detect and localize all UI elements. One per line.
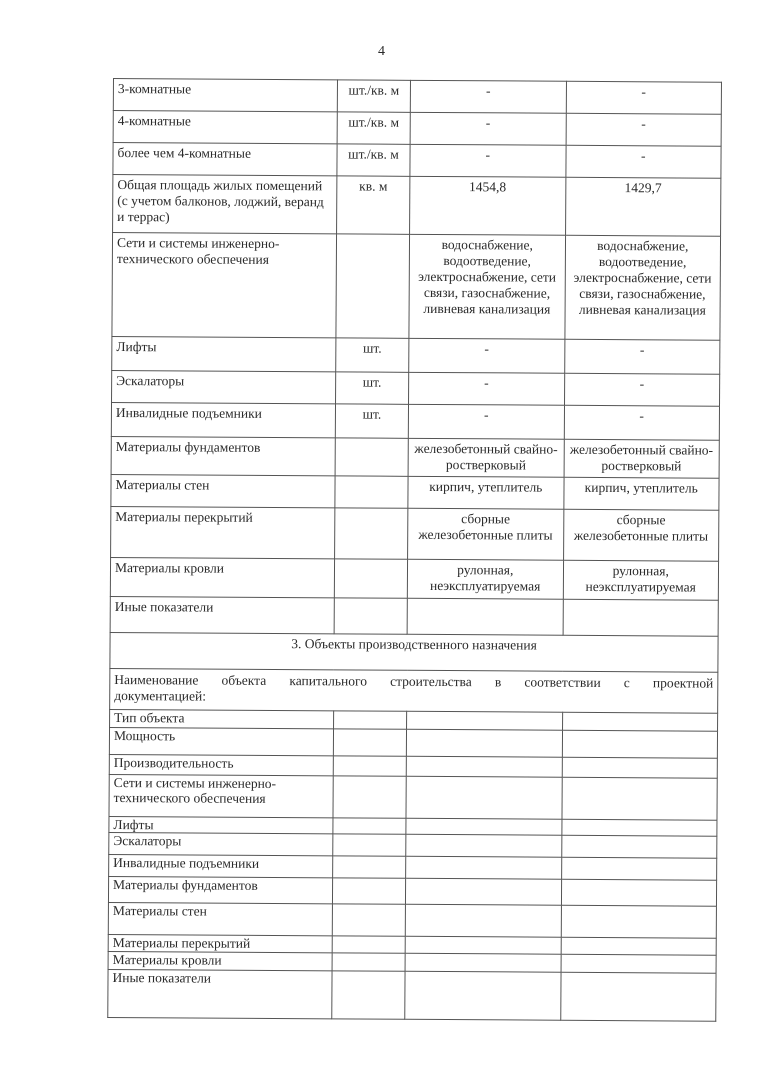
unit-cell xyxy=(335,438,408,476)
indicator-name: Лифты xyxy=(112,336,336,371)
indicator-name: 3-комнатные xyxy=(113,79,337,112)
empty-value-cell-1 xyxy=(332,878,405,904)
table-row xyxy=(111,506,719,561)
indicator-name: Материалы стен xyxy=(108,902,332,935)
value-cell-1: - xyxy=(409,338,565,373)
industrial-section xyxy=(110,632,718,713)
indicator-name: Эскалаторы xyxy=(109,832,333,855)
table-row xyxy=(108,876,716,906)
unit-cell: шт./кв. м xyxy=(337,112,410,144)
technical-indicators-table xyxy=(107,78,722,1022)
empty-value-cell-1 xyxy=(333,776,406,818)
value-cell-1: - xyxy=(408,404,564,439)
value-cell-2: - xyxy=(565,145,721,178)
table-row xyxy=(112,233,721,341)
unit-cell: шт. xyxy=(336,338,409,372)
value-cell-2: сборные железобетонные плиты xyxy=(563,509,719,561)
value-cell-1: 1454,8 xyxy=(410,176,566,235)
table-row xyxy=(113,175,721,237)
empty-value-cell-3 xyxy=(561,905,717,938)
empty-value-cell-1 xyxy=(332,936,405,953)
unit-cell: шт. xyxy=(335,372,408,404)
value-cell-2: - xyxy=(564,373,720,406)
empty-value-cell-2 xyxy=(406,756,562,777)
object-name-row xyxy=(110,668,718,713)
indicator-name: Материалы перекрытий xyxy=(111,506,335,558)
empty-value-cell-1 xyxy=(333,729,406,756)
table-row xyxy=(109,727,717,758)
object-name-label-line1: Наименование объекта капитального строительства в соответствии с проектной xyxy=(114,672,714,691)
table-row xyxy=(109,774,717,820)
empty-value-cell-3 xyxy=(562,730,718,758)
value-cell-2: рулонная, неэксплуатируемая xyxy=(563,560,719,600)
unit-cell xyxy=(335,476,408,508)
value-cell-2: - xyxy=(566,81,722,114)
indicator-name: Общая площадь жилых помещений (с учетом балконов, лоджий, веранд и террас) xyxy=(113,175,337,234)
empty-value-cell-3 xyxy=(561,879,717,906)
empty-value-cell-3 xyxy=(561,835,717,858)
indicator-name: Тип объекта xyxy=(110,709,334,728)
unit-cell: шт. xyxy=(335,404,408,438)
empty-value-cell-2 xyxy=(405,971,561,1020)
empty-value-cell-3 xyxy=(562,757,718,778)
value-cell-1: водоснабжение, водоотведение, электроснабжение, сети связи, газоснабжение, ливневая канализация xyxy=(409,234,565,339)
empty-value-cell-3 xyxy=(561,954,717,973)
indicator-name: Иные показатели xyxy=(108,969,332,1018)
table-row xyxy=(110,557,718,600)
empty-value-cell-2 xyxy=(406,834,562,857)
empty-value-cell-1 xyxy=(333,856,406,878)
industrial-rows xyxy=(108,709,718,1021)
empty-value-cell-2 xyxy=(406,729,562,757)
table-row xyxy=(113,143,721,179)
value-cell-1: рулонная, неэксплуатируемая xyxy=(407,559,563,599)
empty-value-cell-3 xyxy=(561,777,717,820)
empty-value-cell-2 xyxy=(407,711,563,730)
indicator-name: Инвалидные подъемники xyxy=(111,402,335,437)
unit-cell: шт./кв. м xyxy=(337,144,410,176)
empty-value-cell-1 xyxy=(332,904,405,936)
empty-value-cell-2 xyxy=(406,818,562,835)
empty-value-cell-3 xyxy=(560,972,716,1021)
empty-value-cell-2 xyxy=(406,856,562,879)
empty-value-cell-3 xyxy=(561,937,717,955)
value-cell-2: - xyxy=(564,405,720,440)
empty-value-cell-1 xyxy=(333,756,406,776)
empty-value-cell-3 xyxy=(562,712,718,731)
table-row xyxy=(112,370,720,406)
indicator-name: 4-комнатные xyxy=(113,111,337,144)
empty-value-cell-2 xyxy=(406,776,562,819)
indicator-name: Мощность xyxy=(109,727,333,755)
indicator-name: Материалы стен xyxy=(111,474,335,507)
table-row xyxy=(110,596,718,636)
value-cell-1 xyxy=(407,598,563,635)
indicator-name: более чем 4-комнатные xyxy=(113,143,337,176)
value-cell-2: - xyxy=(566,113,722,146)
indicator-name: Инвалидные подъемники xyxy=(109,854,333,877)
unit-cell xyxy=(336,234,410,338)
object-name-label xyxy=(110,668,718,713)
table-row xyxy=(108,902,716,938)
table-row xyxy=(113,111,721,147)
value-cell-1: - xyxy=(410,144,566,177)
table-row xyxy=(108,969,716,1021)
table-row xyxy=(111,436,719,478)
empty-value-cell-2 xyxy=(405,936,561,954)
value-cell-2: водоснабжение, водоотведение, электроснабжение, сети связи, газоснабжение, ливневая канализация xyxy=(564,235,720,340)
empty-value-cell-1 xyxy=(332,953,405,971)
table-row xyxy=(111,474,719,510)
value-cell-1: - xyxy=(409,372,565,405)
value-cell-2 xyxy=(563,599,719,636)
value-cell-1: кирпич, утеплитель xyxy=(408,476,564,509)
empty-value-cell-3 xyxy=(561,819,717,836)
indicator-name: Материалы кровли xyxy=(110,557,334,597)
indicator-name: Производительность xyxy=(109,754,333,775)
empty-value-cell-2 xyxy=(406,878,562,905)
unit-cell xyxy=(334,559,407,598)
object-name-label-line2: документацией: xyxy=(114,688,207,704)
indicator-name: Эскалаторы xyxy=(112,370,336,403)
indicator-name: Сети и системы инженерно-технического обеспечения xyxy=(112,233,337,338)
empty-value-cell-1 xyxy=(332,971,405,1019)
residential-section xyxy=(110,79,721,637)
value-cell-1: - xyxy=(410,80,566,113)
value-cell-1: железобетонный свайно-ростверковый xyxy=(408,438,564,477)
value-cell-2: кирпич, утеплитель xyxy=(563,477,719,510)
table-row xyxy=(113,79,721,115)
empty-value-cell-1 xyxy=(333,818,406,834)
empty-value-cell-2 xyxy=(405,904,561,937)
unit-cell: шт./кв. м xyxy=(337,80,410,112)
empty-value-cell-1 xyxy=(333,834,406,856)
indicator-name: Материалы перекрытий xyxy=(108,934,332,952)
section-3-title: 3. Объекты производственного назначения xyxy=(110,632,718,672)
empty-value-cell-1 xyxy=(333,711,406,729)
value-cell-1: - xyxy=(410,112,566,145)
indicator-name: Сети и системы инженерно-технического обеспечения xyxy=(109,774,333,817)
indicator-name: Иные показатели xyxy=(110,596,334,633)
value-cell-2: 1429,7 xyxy=(565,177,721,236)
page-number: 4 xyxy=(378,44,385,59)
unit-cell xyxy=(334,508,407,559)
section-3-header-row xyxy=(110,632,718,672)
unit-cell xyxy=(334,598,407,634)
indicator-name: Материалы кровли xyxy=(108,951,332,970)
empty-value-cell-3 xyxy=(561,857,717,880)
indicator-name: Материалы фундаментов xyxy=(108,876,332,903)
value-cell-1: сборные железобетонные плиты xyxy=(408,508,564,560)
empty-value-cell-2 xyxy=(405,953,561,972)
indicator-name: Материалы фундаментов xyxy=(111,436,335,475)
table-row xyxy=(112,336,720,374)
indicator-name: Лифты xyxy=(109,816,333,833)
unit-cell: кв. м xyxy=(336,176,410,234)
table-row xyxy=(111,402,719,440)
value-cell-2: железобетонный свайно-ростверковый xyxy=(564,439,720,478)
value-cell-2: - xyxy=(564,339,720,374)
